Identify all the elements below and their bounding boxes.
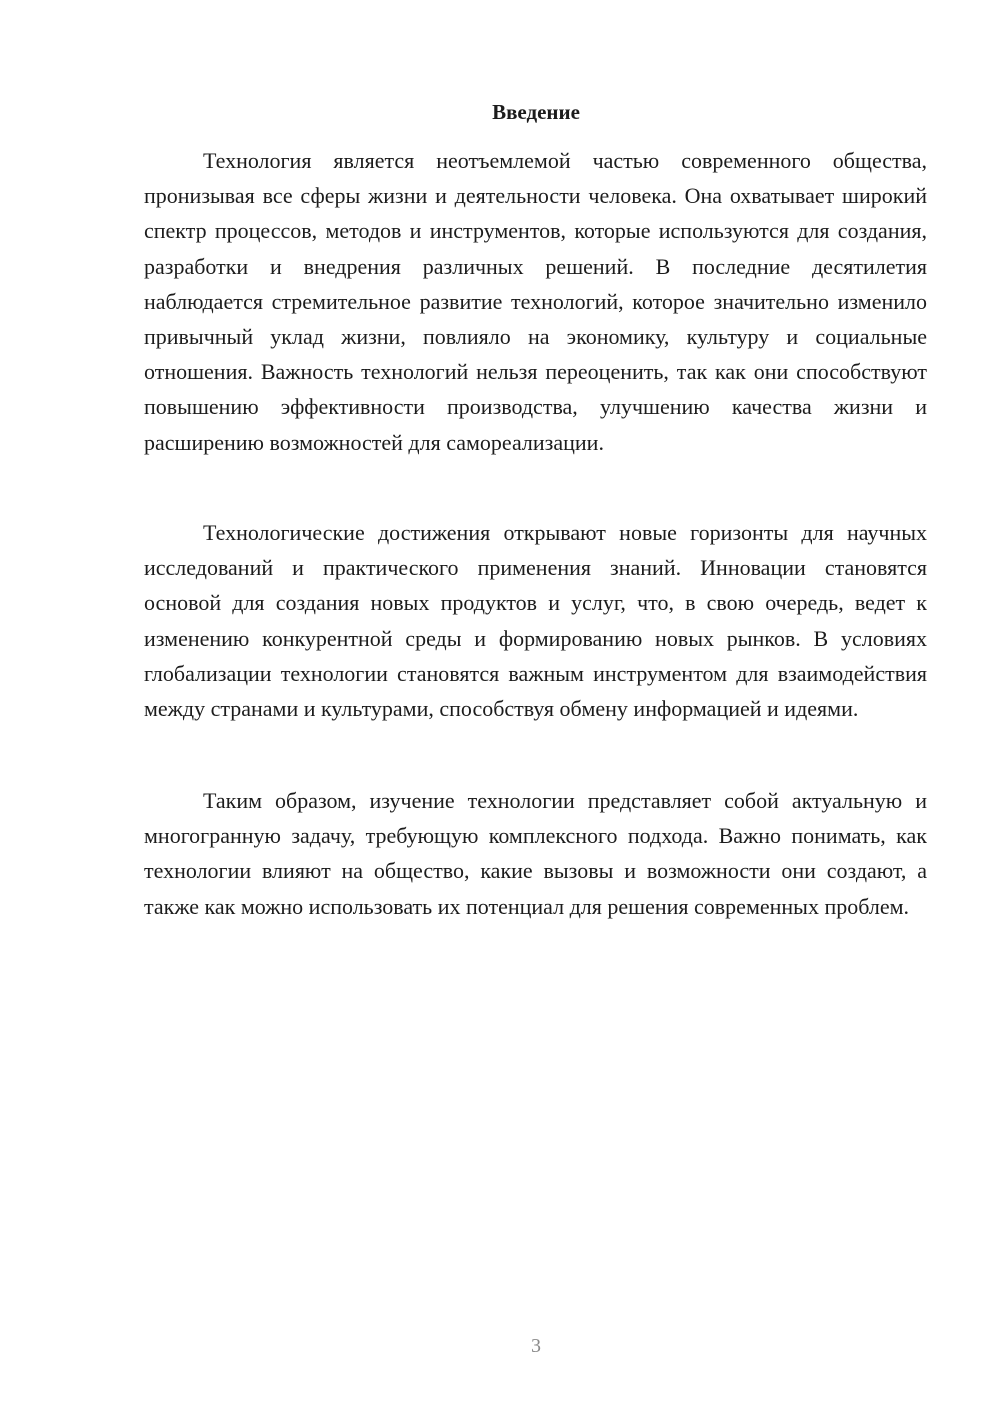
paragraph-2: Технологические достижения открывают новые горизонты для научных исследований и практического применения знаний. Инновации становятся основой для создания новых продуктов и услуг, что, в свою очередь, ведет к изменению конкурентной среды и формированию новых рынков. В условиях глобализации технологии становятся важным инструментом для взаимодействия между странами и культурами, способствуя обмену информацией и идеями.: [144, 520, 927, 722]
page-title: Введение: [492, 100, 580, 124]
page-number: 3: [531, 1335, 541, 1357]
paragraph-1: Технология является неотъемлемой частью современного общества, пронизывая все сферы жизни и деятельности человека. Она охватывает широкий спектр процессов, методов и инструментов, которые используются для создания, разработки и внедрения различных решений. В последние десятилетия наблюдается стремительное развитие технологий, которое значительно изменило привычный уклад жизни, повлияло на экономику, культуру и социальные отношения. Важность технологий нельзя переоценить, так как они способствуют повышению эффективности производства, улучшению качества жизни и расширению возможностей для самореализации.: [144, 148, 927, 455]
paragraph-3: Таким образом, изучение технологии представляет собой актуальную и многогранную задачу, требующую комплексного подхода. Важно понимать, как технологии влияют на общество, какие вызовы и возможности они создают, а также как можно использовать их потенциал для решения современных проблем.: [144, 788, 927, 919]
